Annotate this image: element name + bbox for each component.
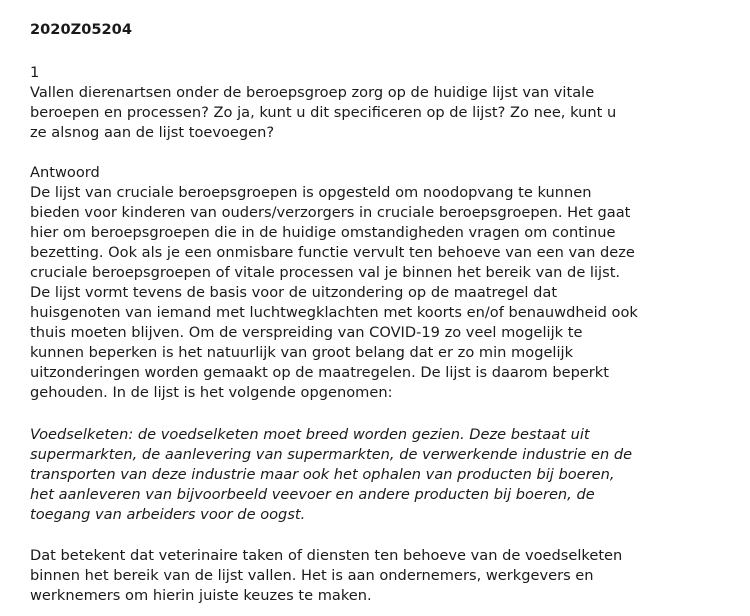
closing-line: Dat betekent dat veterinaire taken of diensten ten behoeve van de voedselketen [30,547,623,564]
quote-line: supermarkten, de aanlevering van supermarkten, de verwerkende industrie en de [30,446,633,463]
question-line: beroepen en processen? Zo ja, kunt u dit specificeren op de lijst? Zo nee, kunt u [30,104,617,121]
answer-line: huisgenoten van iemand met luchtwegklachten met koorts en/of benauwdheid ook [30,304,638,321]
answer-line: kunnen beperken is het natuurlijk van groot belang dat er zo min mogelijk [30,344,574,361]
closing-line: binnen het bereik van de lijst vallen. Het is aan ondernemers, werkgevers en [30,567,594,584]
quote-line: het aanleveren van bijvoorbeeld veevoer en andere producten bij boeren, de [30,486,595,503]
answer-line: hier om beroepsgroepen die in de huidige omstandigheden vragen om continue [30,224,616,241]
answer-heading: Antwoord [30,164,100,181]
answer-line: De lijst vormt tevens de basis voor de uitzondering op de maatregel dat [30,284,558,301]
answer-line: bieden voor kinderen van ouders/verzorgers in cruciale beroepsgroepen. Het gaat [30,204,631,221]
answer-line: De lijst van cruciale beroepsgroepen is opgesteld om noodopvang te kunnen [30,184,592,201]
quote-line: Voedselketen: de voedselketen moet breed worden gezien. Deze bestaat uit [30,426,590,443]
reference-number: 2020Z05204 [30,21,132,38]
question-line: Vallen dierenartsen onder de beroepsgroep zorg op de huidige lijst van vitale [30,84,595,101]
closing-line: werknemers om hierin juiste keuzes te maken. [30,587,372,604]
answer-line: uitzonderingen worden gemaakt op de maatregelen. De lijst is daarom beperkt [30,364,609,381]
quote-line: toegang van arbeiders voor de oogst. [30,506,306,523]
answer-line: thuis moeten blijven. Om de verspreiding van COVID-19 zo veel mogelijk te [30,324,583,341]
answer-line: cruciale beroepsgroepen of vitale processen val je binnen het bereik van de lijst. [30,264,621,281]
question-line: ze alsnog aan de lijst toevoegen? [30,124,275,141]
answer-line: bezetting. Ook als je een onmisbare functie vervult ten behoeve van een van deze [30,244,635,261]
answer-line: gehouden. In de lijst is het volgende opgenomen: [30,384,393,401]
quote-line: transporten van deze industrie maar ook het ophalen van producten bij boeren, [30,466,615,483]
question-number: 1 [30,64,40,81]
